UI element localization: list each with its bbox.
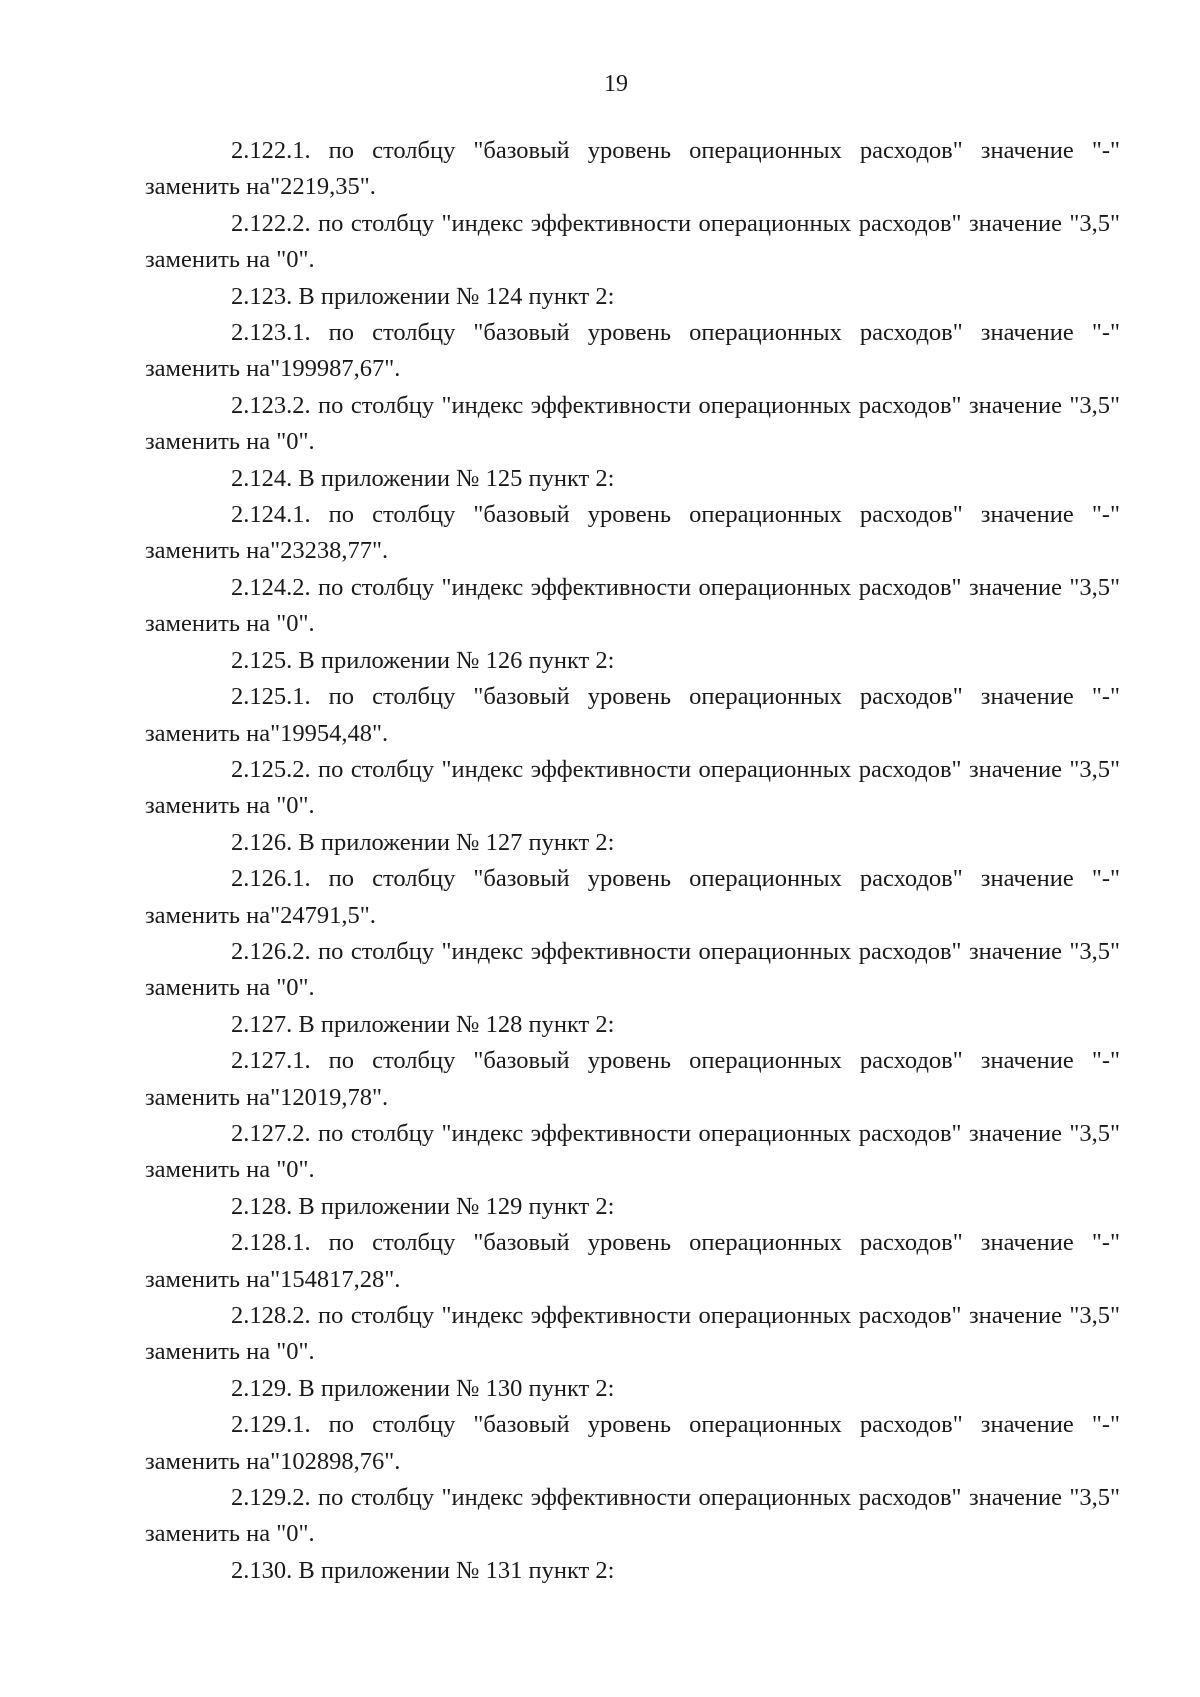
paragraph-2-130: 2.130. В приложении № 131 пункт 2: — [231, 1556, 615, 1584]
page-number: 19 — [604, 71, 628, 97]
paragraph-2-128: 2.128. В приложении № 129 пункт 2: — [231, 1192, 615, 1220]
paragraph-2-129: 2.129. В приложении № 130 пункт 2: — [231, 1374, 615, 1402]
paragraph-2-123: 2.123. В приложении № 124 пункт 2: — [231, 282, 615, 310]
paragraph-2-128-2: 2.128.2. по столбцу "индекс эффективности операционных расходов" значение "3,5" заменить на "0". — [145, 1302, 1120, 1366]
paragraph-2-125-2: 2.125.2. по столбцу "индекс эффективности операционных расходов" значение "3,5" заменить на "0". — [145, 755, 1120, 820]
paragraph-2-125: 2.125. В приложении № 126 пункт 2: — [231, 646, 615, 674]
paragraph-2-126-2: 2.126.2. по столбцу "индекс эффективности операционных расходов" значение "3,5" заменить на "0". — [145, 937, 1120, 1002]
paragraph-2-123-1: 2.123.1. по столбцу "базовый уровень операционных расходов" значение "-" заменить на"199987,67". — [145, 319, 1120, 383]
paragraph-2-127-2: 2.127.2. по столбцу "индекс эффективности операционных расходов" значение "3,5" заменить на "0". — [145, 1119, 1120, 1184]
paragraph-2-124: 2.124. В приложении № 125 пункт 2: — [231, 464, 615, 492]
paragraph-2-124-2: 2.124.2. по столбцу "индекс эффективности операционных расходов" значение "3,5" заменить на "0". — [145, 573, 1120, 638]
paragraph-2-129-1: 2.129.1. по столбцу "базовый уровень операционных расходов" значение "-" заменить на"102898,76". — [145, 1411, 1120, 1475]
paragraph-2-122-2: 2.122.2. по столбцу "индекс эффективности операционных расходов" значение "3,5" заменить на "0". — [145, 209, 1120, 274]
paragraph-2-127: 2.127. В приложении № 128 пункт 2: — [231, 1010, 615, 1038]
paragraph-2-122-1: 2.122.1. по столбцу "базовый уровень операционных расходов" значение "-" заменить на"2219,35". — [145, 137, 1120, 201]
paragraph-2-127-1: 2.127.1. по столбцу "базовый уровень операционных расходов" значение "-" заменить на"12019,78". — [145, 1047, 1120, 1111]
document-body — [145, 133, 1120, 1589]
paragraph-2-126-1: 2.126.1. по столбцу "базовый уровень операционных расходов" значение "-" заменить на"24791,5". — [145, 865, 1120, 929]
paragraph-2-126: 2.126. В приложении № 127 пункт 2: — [231, 828, 615, 856]
paragraph-2-128-1: 2.128.1. по столбцу "базовый уровень операционных расходов" значение "-" заменить на"154817,28". — [145, 1229, 1120, 1293]
paragraph-2-129-2: 2.129.2. по столбцу "индекс эффективности операционных расходов" значение "3,5" заменить на "0". — [145, 1484, 1120, 1548]
paragraph-2-124-1: 2.124.1. по столбцу "базовый уровень операционных расходов" значение "-" заменить на"23238,77". — [145, 501, 1120, 565]
paragraph-2-125-1: 2.125.1. по столбцу "базовый уровень операционных расходов" значение "-" заменить на"19954,48". — [145, 683, 1120, 747]
paragraph-2-123-2: 2.123.2. по столбцу "индекс эффективности операционных расходов" значение "3,5" заменить на "0". — [145, 391, 1120, 456]
